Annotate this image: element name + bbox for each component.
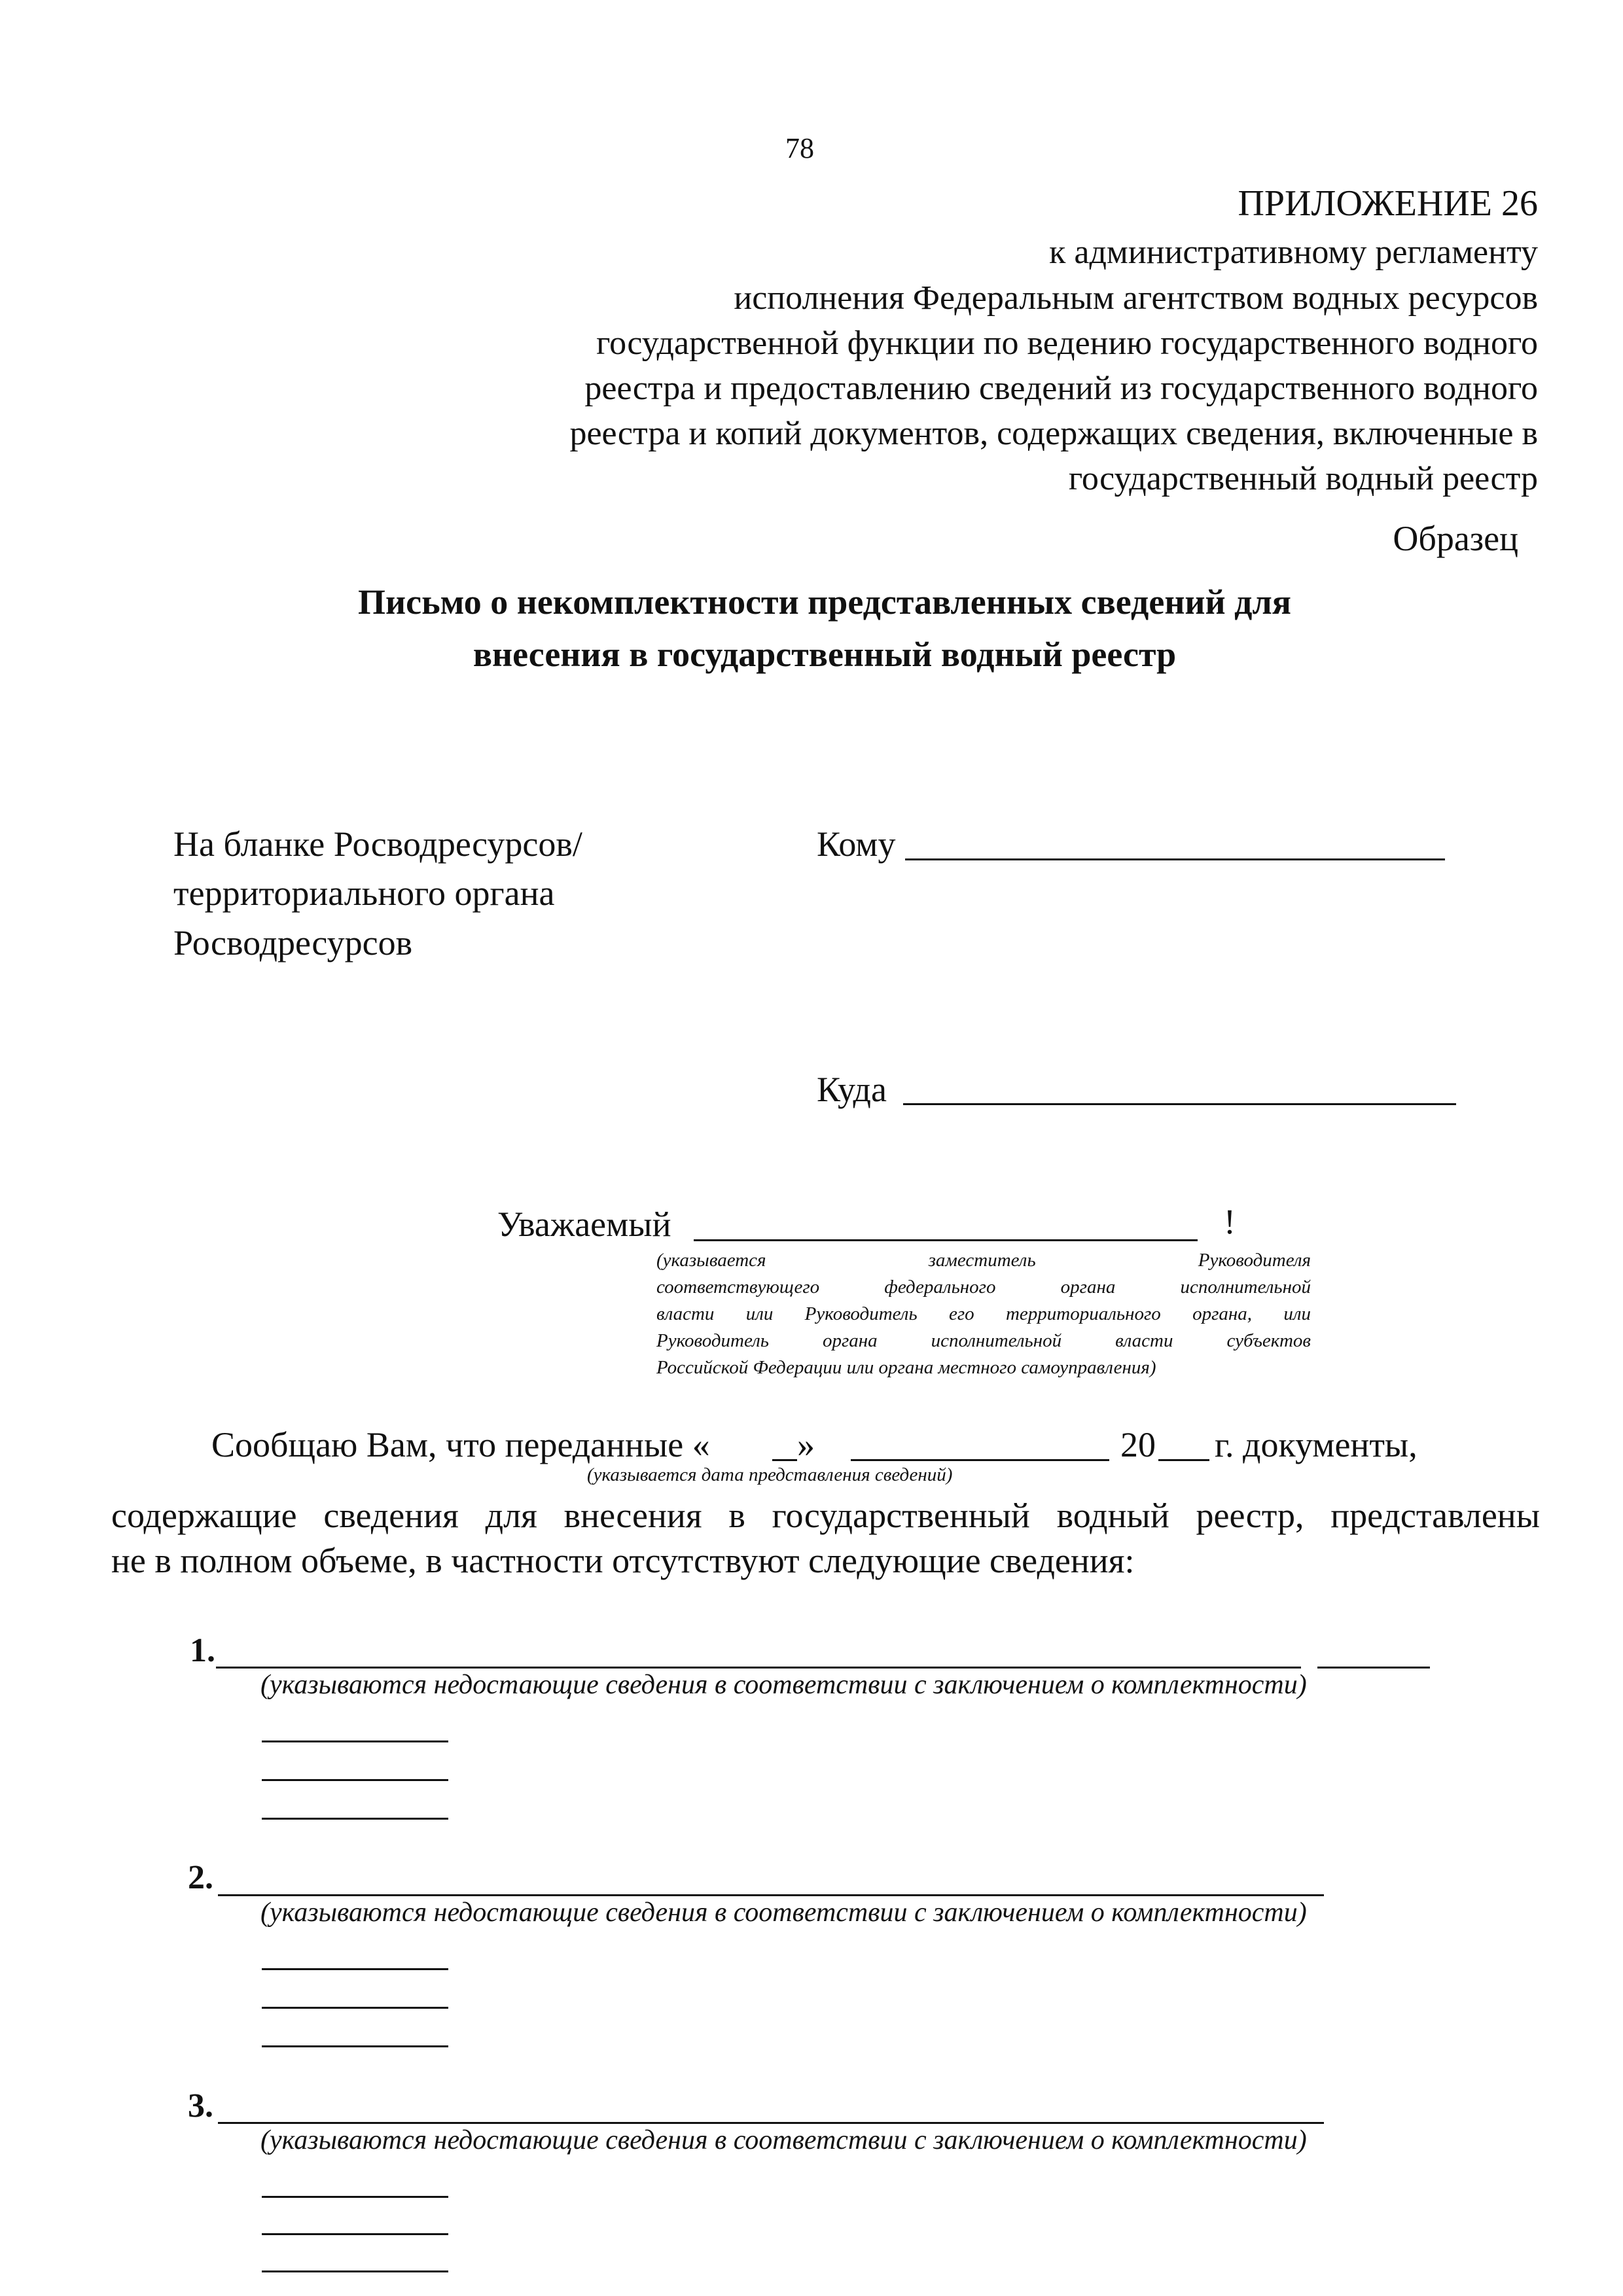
body-sentence-start: Сообщаю Вам, что переданные « [211,1425,710,1464]
document-title-line: Письмо о некомплектности представленных сведений для [358,582,1291,622]
missing-subitem-field[interactable] [262,2007,448,2009]
date-day-field[interactable] [772,1459,797,1461]
salutation-hint [656,1247,1311,1381]
missing-item-field[interactable] [218,2122,1324,2124]
missing-item-field[interactable] [218,1894,1324,1896]
missing-subitem-field[interactable] [262,2270,448,2272]
salutation-name-field[interactable] [694,1239,1198,1241]
body-year-prefix: 20 [1120,1425,1156,1464]
document-title-line: внесения в государственный водный реестр [473,635,1177,674]
body-line: не в полном объеме, в частности отсутствуют следующие сведения: [111,1541,1135,1580]
date-year-field[interactable] [1158,1459,1209,1461]
letterhead-line: Росводресурсов [173,923,413,963]
appendix-title: ПРИЛОЖЕНИЕ 26 [1238,183,1538,224]
to-label: Кому [817,824,896,864]
body-sentence-end: г. документы, [1215,1425,1418,1464]
missing-subitem-field[interactable] [262,1779,448,1781]
body-quote-close: » [797,1425,815,1464]
missing-item-number: 2. [188,1859,213,1896]
appendix-line: реестра и копий документов, содержащих сведения, включенные в [569,415,1538,452]
appendix-line: к административному регламенту [1049,234,1538,271]
appendix-line: исполнения Федеральным агентством водных ресурсов [734,279,1538,317]
missing-subitem-field[interactable] [262,1818,448,1820]
missing-subitem-field[interactable] [262,2196,448,2198]
salutation-hint-line: власти или Руководитель его территориального органа, или [656,1303,1311,1324]
missing-subitem-field[interactable] [262,2233,448,2235]
appendix-line: реестра и предоставлению сведений из государственного водного [584,370,1538,407]
missing-item-note: (указываются недостающие сведения в соответствии с заключением о комплектности) [260,1670,1307,1700]
salutation-exclamation: ! [1224,1202,1236,1241]
missing-item-note: (указываются недостающие сведения в соответствии с заключением о комплектности) [260,1898,1307,1928]
missing-item-field-extra[interactable] [1317,1667,1430,1669]
missing-subitem-field[interactable] [262,2045,448,2047]
salutation-hint-line: Российской Федерации или органа местного самоуправления) [656,1357,1156,1378]
letterhead-line: На бланке Росводресурсов/ [173,824,582,864]
address-label: Куда [817,1070,887,1109]
missing-item-note: (указываются недостающие сведения в соответствии с заключением о комплектности) [260,2125,1307,2155]
salutation-label: Уважаемый [497,1205,671,1244]
missing-subitem-field[interactable] [262,1740,448,1742]
missing-item-number: 3. [188,2087,213,2125]
appendix-line: государственный водный реестр [1068,460,1538,497]
sample-label: Образец [1393,519,1518,558]
missing-item-number: 1. [190,1632,215,1669]
letterhead-line: территориального органа [173,874,555,913]
date-hint: (указывается дата представления сведений) [587,1464,953,1485]
date-month-field[interactable] [851,1459,1109,1461]
to-field[interactable] [905,858,1445,860]
salutation-hint-line: соответствующего федерального органа исполнительной [656,1277,1311,1298]
missing-subitem-field[interactable] [262,1968,448,1970]
body-line: содержащие сведения для внесения в государственный водный реестр, представлены [111,1496,1540,1535]
salutation-hint-line: Руководитель органа исполнительной власти субъектов [656,1330,1311,1351]
appendix-line: государственной функции по ведению государственного водного [596,325,1538,362]
address-field[interactable] [903,1103,1456,1105]
missing-item-field[interactable] [216,1667,1301,1669]
salutation-hint-line: (указывается заместитель Руководителя [656,1250,1311,1271]
page-number: 78 [785,132,814,164]
